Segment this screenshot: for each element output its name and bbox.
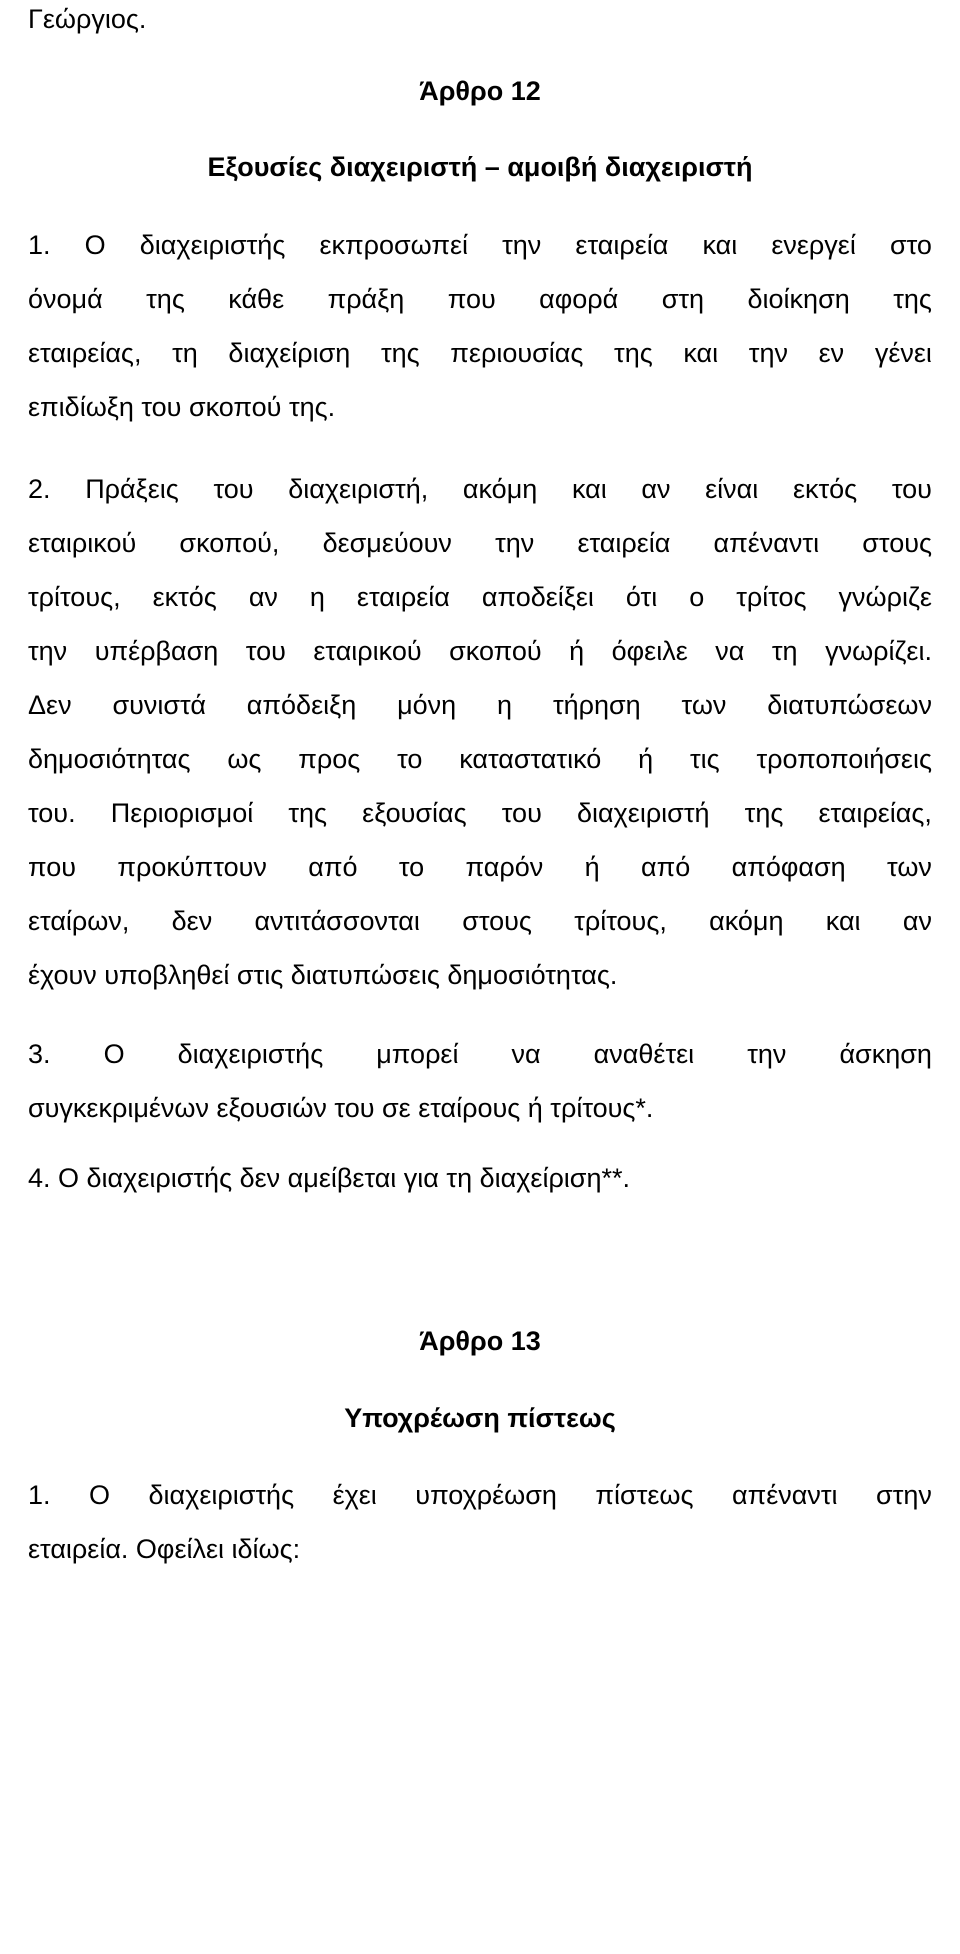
word: και: [702, 230, 738, 260]
word: αναθέτει: [593, 1039, 695, 1069]
word: ή: [638, 744, 654, 774]
word: στους: [862, 528, 932, 558]
word: την: [28, 636, 68, 666]
word: στην: [876, 1480, 932, 1510]
word: της: [288, 798, 328, 828]
justified-line: [28, 678, 932, 732]
word: αν: [248, 582, 278, 612]
word: υποχρέωση: [415, 1480, 557, 1510]
justified-line: [28, 840, 932, 894]
article-12-subtitle: Εξουσίες διαχειριστή – αμοιβή διαχειριστή: [207, 152, 753, 182]
word: Περιορισμοί: [110, 798, 254, 828]
word: των: [887, 852, 932, 882]
word: περιουσίας: [450, 338, 584, 368]
article-12-title: Άρθρο 12: [419, 76, 541, 106]
word: σκοπού: [449, 636, 542, 666]
word: της: [146, 284, 185, 314]
word: δεσμεύουν: [322, 528, 452, 558]
word: του.: [28, 798, 76, 828]
word: σκοπού,: [179, 528, 280, 558]
word: Δεν: [28, 690, 72, 720]
word: της: [893, 284, 932, 314]
word: πράξη: [327, 284, 405, 314]
word: εταιρείας,: [818, 798, 932, 828]
word: στη: [661, 284, 705, 314]
word: τροποποιήσεις: [756, 744, 932, 774]
article-12-paragraph-3: [28, 1027, 932, 1135]
word: εταιρεία: [575, 230, 669, 260]
word: που: [447, 284, 496, 314]
word: του: [891, 474, 932, 504]
justified-line: [28, 624, 932, 678]
word: έχει: [332, 1480, 377, 1510]
word: άσκηση: [839, 1039, 932, 1069]
word: την: [502, 230, 542, 260]
word: ακόμη: [709, 906, 784, 936]
word: διαχειριστής: [139, 230, 286, 260]
article-12-paragraph-4: [28, 1151, 932, 1205]
word: εταιρείας,: [28, 338, 142, 368]
word: ότι: [625, 582, 658, 612]
word: γένει: [874, 338, 932, 368]
word: Ο: [103, 1039, 125, 1069]
word: στους: [462, 906, 532, 936]
word: του: [501, 798, 542, 828]
word: προς: [298, 744, 361, 774]
word: τις: [689, 744, 720, 774]
article-13-title: Άρθρο 13: [419, 1326, 541, 1356]
word: ως: [227, 744, 262, 774]
word: απέναντι: [713, 528, 820, 558]
word: το: [398, 852, 425, 882]
word: διοίκηση: [747, 284, 850, 314]
word: όνομά: [28, 284, 103, 314]
word: του: [213, 474, 254, 504]
word: δημοσιότητας: [28, 744, 191, 774]
word: γνωρίζει.: [825, 636, 932, 666]
word: τρίτος: [736, 582, 807, 612]
word: από: [308, 852, 358, 882]
word: αφορά: [539, 284, 619, 314]
word: ο: [689, 582, 705, 612]
word: προκύπτουν: [117, 852, 267, 882]
word: αντιτάσσονται: [254, 906, 420, 936]
justified-line: [28, 1468, 932, 1522]
justified-line: [28, 732, 932, 786]
word: ακόμη: [462, 474, 538, 504]
word: του: [245, 636, 286, 666]
word: που: [28, 852, 77, 882]
justified-line: [28, 462, 932, 516]
justified-line: [28, 218, 932, 272]
article-12-paragraph-2: [28, 462, 932, 1002]
word: η: [309, 582, 325, 612]
justified-line: [28, 1027, 932, 1081]
word: της: [744, 798, 784, 828]
word: 3.: [28, 1039, 51, 1069]
word: διαχειριστή,: [288, 474, 429, 504]
word: και: [825, 906, 861, 936]
word: αν: [902, 906, 932, 936]
word: ή: [569, 636, 585, 666]
word: εκπροσωπεί: [319, 230, 469, 260]
word: την: [495, 528, 535, 558]
word: 1.: [28, 1480, 51, 1510]
word: εξουσίας: [362, 798, 467, 828]
word: γνώριζε: [838, 582, 932, 612]
word: Ο: [84, 230, 106, 260]
paragraph-last-line: επιδίωξη του σκοπού της.: [28, 392, 336, 422]
paragraph-last-line: έχουν υποβληθεί στις διατυπώσεις δημοσιότητας.: [28, 960, 618, 990]
word: την: [748, 338, 788, 368]
word: και: [683, 338, 719, 368]
word: είναι: [705, 474, 759, 504]
word: εταιρεία: [577, 528, 671, 558]
word: της: [614, 338, 653, 368]
word: δεν: [171, 906, 213, 936]
paragraph-last-line: 4. Ο διαχειριστής δεν αμείβεται για τη διαχείριση**.: [28, 1163, 631, 1193]
word: εκτός: [152, 582, 217, 612]
word: εταιρικού: [313, 636, 422, 666]
article-13-subtitle: Υποχρέωση πίστεως: [344, 1403, 616, 1433]
justified-line: [28, 326, 932, 380]
word: συνιστά: [112, 690, 206, 720]
word: εκτός: [792, 474, 858, 504]
word: καταστατικό: [459, 744, 602, 774]
word: διαχειριστής: [148, 1480, 295, 1510]
justified-line: [28, 272, 932, 326]
justified-line: [28, 894, 932, 948]
word: το: [397, 744, 423, 774]
word: εταίρων,: [28, 906, 130, 936]
word: διαχείριση: [228, 338, 351, 368]
word: από: [641, 852, 691, 882]
word: αν: [641, 474, 671, 504]
word: τη: [771, 636, 798, 666]
word: εν: [818, 338, 845, 368]
article-12-paragraph-1: [28, 218, 932, 434]
word: διαχειριστής: [177, 1039, 324, 1069]
word: υπέρβαση: [94, 636, 219, 666]
word: 2.: [28, 474, 51, 504]
word: να: [511, 1039, 541, 1069]
paragraph-last-line: εταιρεία. Οφείλει ιδίως:: [28, 1534, 301, 1564]
paragraph-last-line: συγκεκριμένων εξουσιών του σε εταίρους ή τρίτους*.: [28, 1093, 654, 1123]
justified-line: [28, 786, 932, 840]
word: στο: [889, 230, 932, 260]
word: να: [715, 636, 745, 666]
word: αποδείξει: [481, 582, 594, 612]
word: διαχειριστή: [576, 798, 710, 828]
word: Ο: [89, 1480, 111, 1510]
justified-line: [28, 516, 932, 570]
word: 1.: [28, 230, 51, 260]
word: ή: [584, 852, 600, 882]
word: απόφαση: [731, 852, 846, 882]
word: εταιρεία: [356, 582, 450, 612]
word: πίστεως: [595, 1480, 694, 1510]
word: διατυπώσεων: [767, 690, 932, 720]
word: και: [571, 474, 607, 504]
word: κάθε: [228, 284, 285, 314]
word: την: [747, 1039, 787, 1069]
justified-line: [28, 570, 932, 624]
word: των: [681, 690, 727, 720]
article-13-paragraph-1: [28, 1468, 932, 1576]
word: η: [497, 690, 513, 720]
word: παρόν: [465, 852, 544, 882]
word: τήρηση: [552, 690, 641, 720]
word: μπορεί: [376, 1039, 459, 1069]
word: τρίτους,: [574, 906, 667, 936]
word: απόδειξη: [246, 690, 357, 720]
word: ενεργεί: [771, 230, 856, 260]
word: της: [380, 338, 420, 368]
word: απέναντι: [732, 1480, 838, 1510]
word: τη: [172, 338, 198, 368]
word: όφειλε: [611, 636, 688, 666]
word: Πράξεις: [85, 474, 179, 504]
word: εταιρικού: [28, 528, 137, 558]
previous-page-line: Γεώργιος.: [28, 4, 147, 34]
word: τρίτους,: [28, 582, 121, 612]
word: μόνη: [397, 690, 457, 720]
